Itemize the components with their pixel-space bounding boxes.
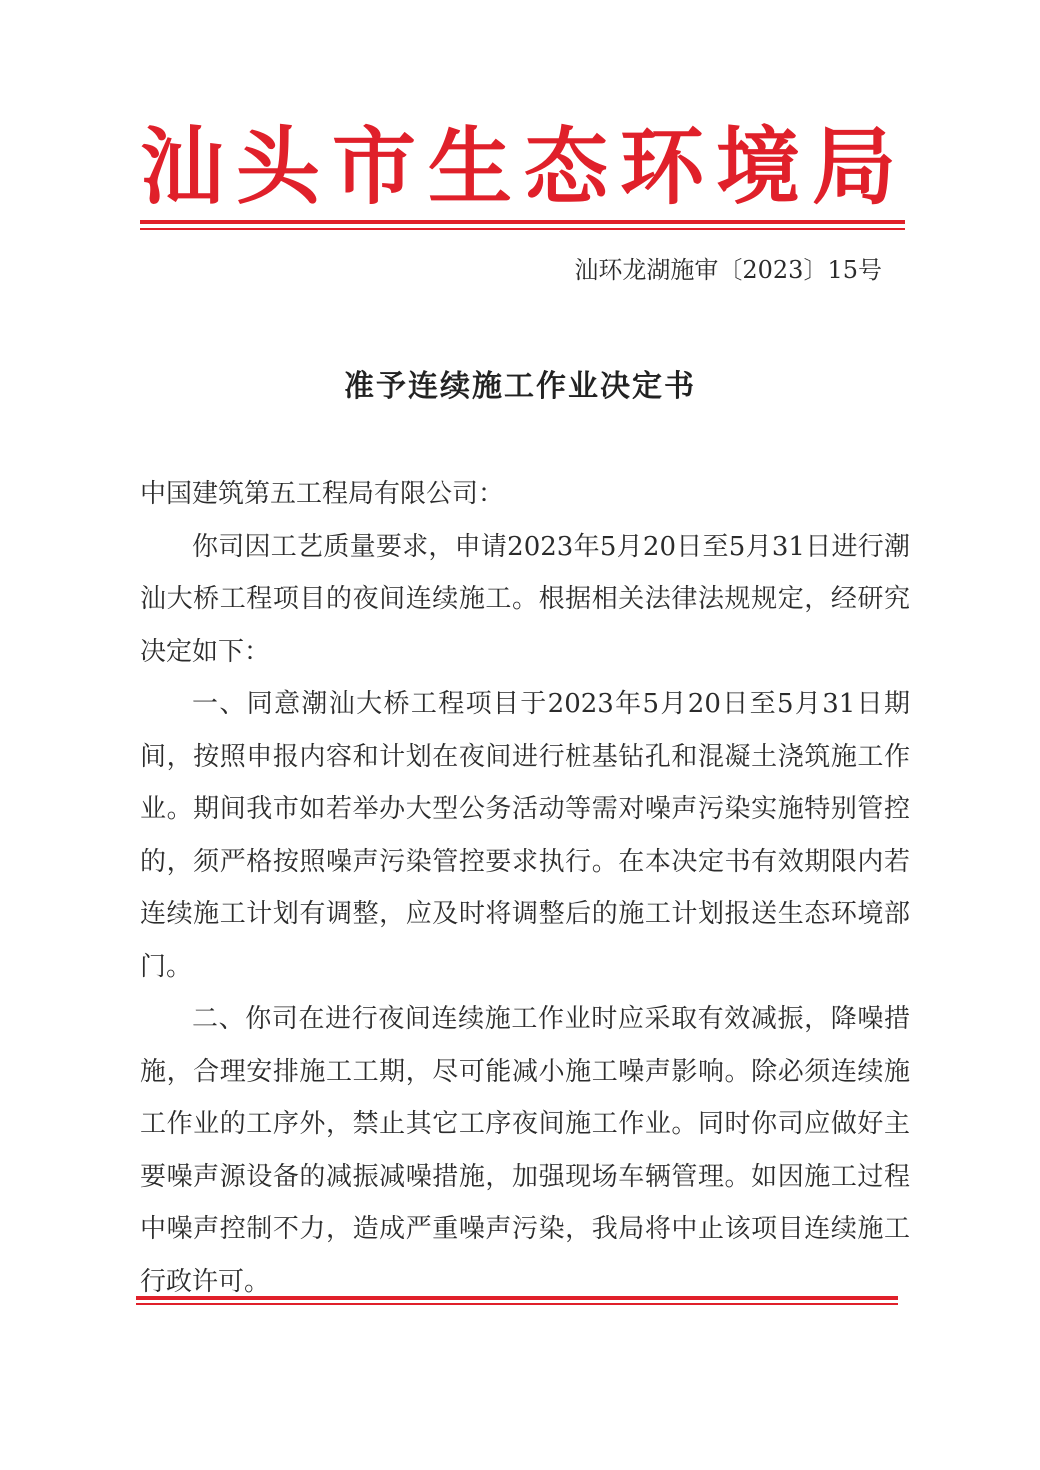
paragraph-application: 你司因工艺质量要求，申请2023年5月20日至5月31日进行潮汕大桥工程项目的夜间连续施工。根据相关法律法规规定，经研究决定如下： xyxy=(140,531,910,667)
paragraph-decision-one: 一、同意潮汕大桥工程项目于2023年5月20日至5月31日期间，按照申报内容和计划在夜间进行桩基钻孔和混凝土浇筑施工作业。期间我市如若举办大型公务活动等需对噪声污染实施特别管控的，须严格按照噪声污染管控要求执行。在本决定书有效期限内若连续施工计划有调整，应及时将调整后的施工计划报送生态环境部门。 xyxy=(140,689,910,982)
document-title: 准予连续施工作业决定书 xyxy=(344,369,696,404)
letterhead-red-rule-thick xyxy=(140,220,905,224)
footer-red-rule-thin xyxy=(136,1303,898,1305)
footer-red-rule-thick xyxy=(136,1296,898,1300)
document-number: 汕环龙湖施审〔2023〕15号 xyxy=(574,256,882,284)
letterhead-red-rule-thin xyxy=(140,228,905,230)
salutation: 中国建筑第五工程局有限公司： xyxy=(140,479,505,509)
paragraph-decision-two: 二、你司在进行夜间连续施工作业时应采取有效减振，降噪措施，合理安排施工工期，尽可能减小施工噪声影响。除必须连续施工作业的工序外，禁止其它工序夜间施工作业。同时你司应做好主要噪声源设备的减振减噪措施，加强现场车辆管理。如因施工过程中噪声控制不力，造成严重噪声污染，我局将中止该项目连续施工行政许可。 xyxy=(140,1004,910,1297)
issuer-letterhead: 汕头市生态环境局 xyxy=(140,117,909,216)
document-body xyxy=(140,468,910,1308)
